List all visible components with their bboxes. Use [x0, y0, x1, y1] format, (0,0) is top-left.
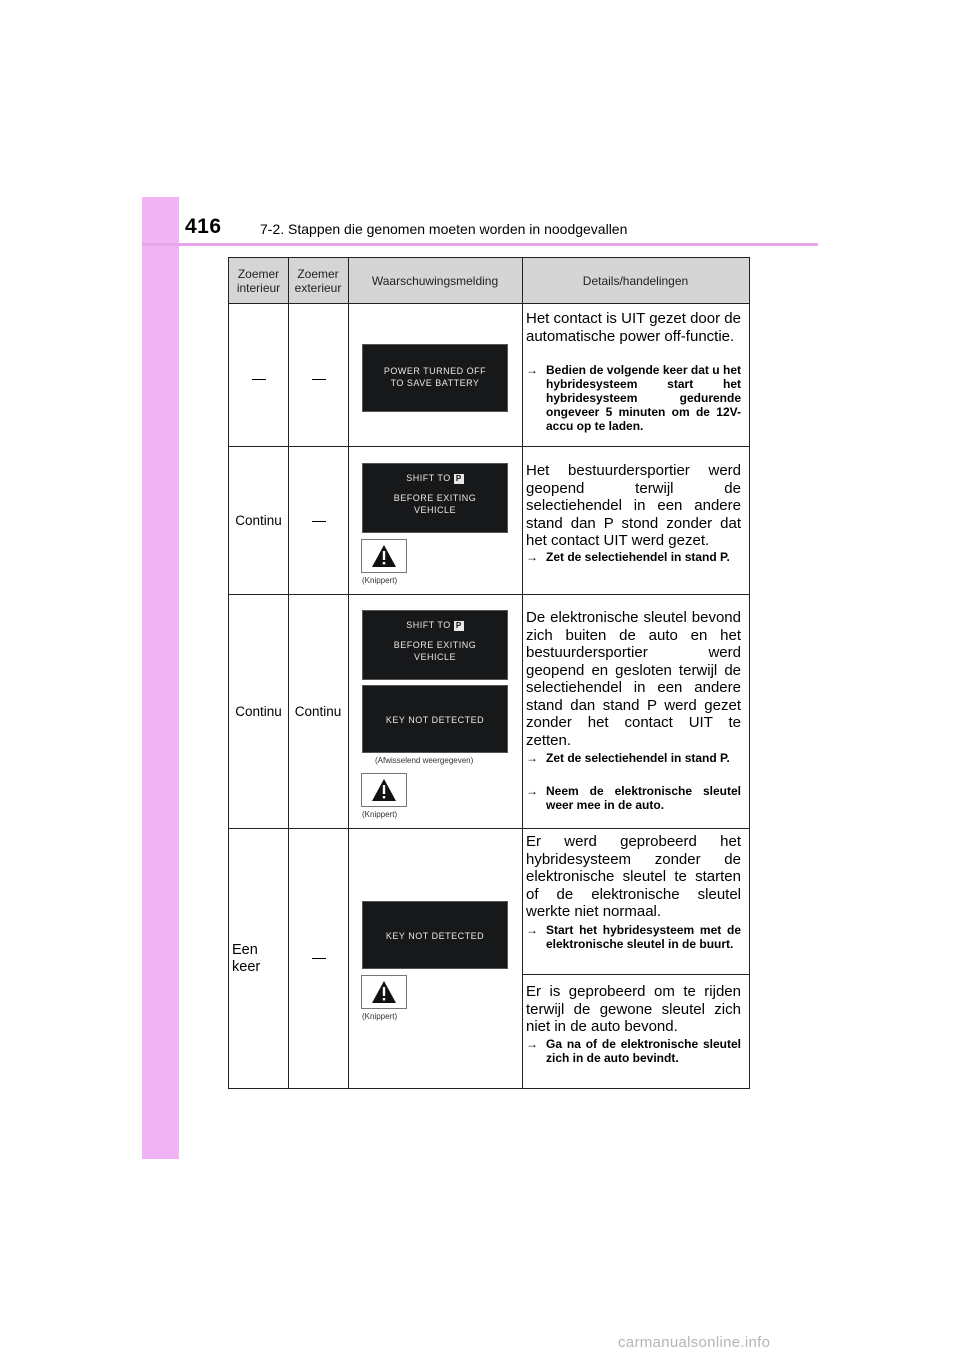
row4-exterior-dash	[312, 958, 326, 959]
warning-light	[361, 773, 407, 807]
display-text-line: BEFORE EXITING	[393, 640, 477, 650]
display-text-line: SHIFT TO	[406, 620, 451, 630]
display-text-line: SHIFT TO	[406, 473, 451, 483]
row-divider	[229, 446, 749, 447]
column-divider	[288, 258, 289, 1088]
display-shift-to-p	[362, 610, 508, 680]
row3-interior-label: Continu	[235, 704, 282, 719]
row2-action	[526, 550, 741, 564]
warning-table	[228, 257, 750, 1089]
warning-triangle-icon	[371, 778, 397, 802]
row4-description-1: Er werd geprobeerd het hybridesysteem zonder de elektronische sleutel te starten of de elektronische sleutel werkte niet normaal.	[526, 833, 741, 920]
warning-caption: (Knippert)	[362, 1012, 398, 1021]
alternating-caption: (Afwisselend weergegeven)	[375, 756, 474, 765]
row4-action-1	[526, 923, 741, 951]
row2-interior-label: Continu	[235, 513, 282, 528]
arrow-icon: →	[526, 751, 538, 765]
column-header-message: Waarschuwingsmelding	[348, 258, 522, 304]
arrow-icon: →	[526, 363, 538, 377]
p-badge: P	[454, 474, 464, 484]
display-power-turned-off	[362, 344, 508, 412]
side-tab-band	[142, 197, 179, 1159]
row3-description: De elektronische sleutel bevond zich buiten de auto en het bestuurdersportier werd geopend en gesloten terwijl de selectiehendel in een andere stand dan stand P werd gezet zonder het contact UIT te zetten.	[526, 609, 741, 749]
action-text: Neem de elektronische sleutel weer mee in de auto.	[546, 784, 741, 812]
action-text: Ga na of de elektronische sleutel zich in de auto bevindt.	[546, 1037, 741, 1065]
display-text-line: POWER TURNED OFF	[383, 366, 487, 376]
page-number: 416	[185, 215, 222, 238]
display-text-line: VEHICLE	[413, 652, 456, 662]
watermark: carmanualsonline.info	[618, 1334, 771, 1351]
row2-description: Het bestuurdersportier werd geopend terwijl de selectiehendel in een andere stand dan P stond zonder dat het contact UIT werd gezet.	[526, 462, 741, 549]
warning-triangle-icon	[371, 980, 397, 1004]
warning-triangle-icon	[371, 544, 397, 568]
row3-action-1	[526, 751, 741, 765]
warning-light	[361, 539, 407, 573]
warning-caption: (Knippert)	[362, 810, 398, 819]
column-header-interior: Zoemer interieur	[229, 258, 288, 304]
row1-description: Het contact is UIT gezet door de automatische power off-functie.	[526, 310, 741, 345]
row3-exterior-label: Continu	[294, 704, 342, 719]
display-text-line: VEHICLE	[413, 505, 456, 515]
warning-caption: (Knippert)	[362, 576, 398, 585]
warning-light	[361, 975, 407, 1009]
p-badge: P	[454, 621, 464, 631]
display-shift-to-p	[362, 463, 508, 533]
display-text-line: KEY NOT DETECTED	[385, 931, 485, 941]
row3-action-2	[526, 784, 741, 812]
action-text: Start het hybridesysteem met de elektronische sleutel in de buurt.	[546, 923, 741, 951]
section-title: 7-2. Stappen die genomen moeten worden in noodgevallen	[260, 221, 628, 237]
row-divider	[229, 828, 749, 829]
action-text: Zet de selectiehendel in stand P.	[546, 550, 730, 564]
header-rule	[142, 243, 818, 246]
display-key-not-detected	[362, 901, 508, 969]
arrow-icon: →	[526, 1037, 538, 1051]
row4-action-2	[526, 1037, 741, 1065]
arrow-icon: →	[526, 550, 538, 564]
display-text-line: KEY NOT DETECTED	[385, 715, 485, 725]
row4-interior-label: Een keer	[232, 942, 261, 975]
arrow-icon: →	[526, 784, 538, 798]
row-divider	[229, 594, 749, 595]
display-key-not-detected	[362, 685, 508, 753]
row4-description-2: Er is geprobeerd om te rijden terwijl de gewone sleutel zich niet in de auto bevond.	[526, 983, 741, 1035]
row1-interior-dash	[252, 379, 266, 380]
action-text: Zet de selectiehendel in stand P.	[546, 751, 730, 765]
sub-row-divider	[522, 974, 749, 975]
row2-exterior-dash	[312, 521, 326, 522]
row1-action	[526, 363, 741, 433]
display-text-line: BEFORE EXITING	[393, 493, 477, 503]
column-divider	[348, 258, 349, 1088]
row1-exterior-dash	[312, 379, 326, 380]
display-text-line: TO SAVE BATTERY	[390, 378, 480, 388]
column-header-details: Details/handelingen	[522, 258, 749, 304]
column-header-exterior: Zoemer exterieur	[288, 258, 348, 304]
arrow-icon: →	[526, 923, 538, 937]
column-divider	[522, 258, 523, 1088]
action-text: Bedien de volgende keer dat u het hybridesysteem start het hybridesysteem gedurende ongeveer 5 minuten om de 12V-accu op te laden.	[546, 363, 741, 433]
